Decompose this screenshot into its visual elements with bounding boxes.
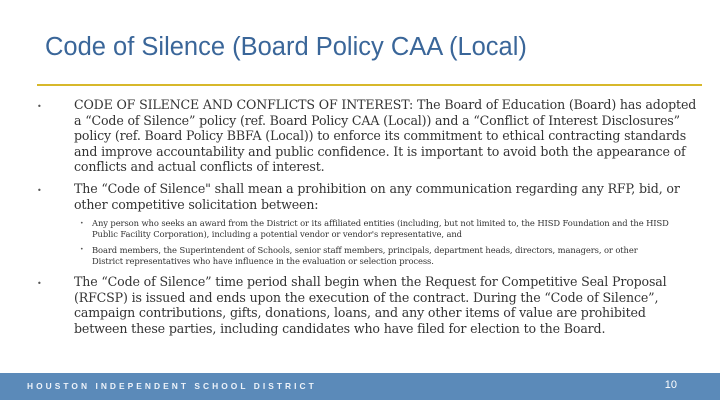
sub-item-vendors: Any person who seeks an award from the District or its affiliated entities (including, but not limited to, the HISD Foundation and the HISD Public Facility Corporation), including a potential vendor or vendor's representative, and [92, 218, 669, 239]
bullet-marker: • [37, 186, 42, 195]
sub-bullet-marker: • [80, 246, 84, 253]
bullet-marker: • [37, 102, 42, 111]
footer-organization: HOUSTON INDEPENDENT SCHOOL DISTRICT [27, 381, 317, 391]
page-number: 10 [664, 379, 677, 391]
title-divider [37, 84, 702, 86]
slide-title: Code of Silence (Board Policy CAA (Local) [45, 33, 527, 61]
bullet-item-conflicts: CODE OF SILENCE AND CONFLICTS OF INTEREST: The Board of Education (Board) has adopted a “Code of Silence” policy (ref. Board Policy CAA (Local)) and a “Conflict of Interest Disclosures” policy (ref. Board Policy BBFA (Local)) to enforce its commitment to ethical contracting standards and improve accountability and public confidence. It is important to avoid both the appearance of conflicts and actual conflicts of interest. [74, 97, 697, 175]
bullet-item-time-period: The “Code of Silence” time period shall begin when the Request for Competitive Seal Proposal (RFCSP) is issued and ends upon the execution of the contract. During the “Code of Silence”, campaign contributions, gifts, donations, loans, and any other items of value are prohibited between these parties, including candidates who have filed for election to the Board. [74, 274, 667, 336]
bullet-item-code-definition: The “Code of Silence" shall mean a prohibition on any communication regarding any RFP, bid, or other competitive solicitation between: [74, 181, 680, 212]
bullet-marker: • [37, 279, 42, 288]
sub-bullet-marker: • [80, 220, 84, 227]
footer-bar [0, 373, 720, 400]
sub-item-board-members: Board members, the Superintendent of Schools, senior staff members, principals, department heads, directors, managers, or other District representatives who have influence in the evaluation or selection process. [92, 245, 638, 266]
